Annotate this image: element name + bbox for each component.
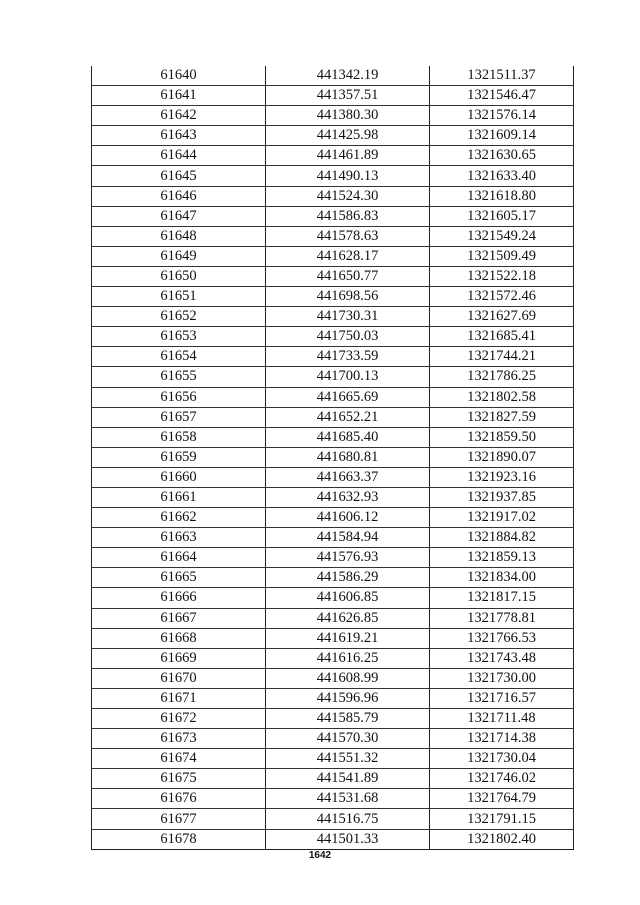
y-coordinate-cell: 1321786.25 (430, 367, 574, 387)
y-coordinate-cell: 1321937.85 (430, 487, 574, 507)
point-id-cell: 61668 (92, 628, 266, 648)
table-row (92, 367, 574, 387)
x-coordinate-cell: 441616.25 (266, 648, 430, 668)
x-coordinate-cell: 441665.69 (266, 387, 430, 407)
point-id-cell: 61675 (92, 769, 266, 789)
y-coordinate-cell: 1321730.04 (430, 749, 574, 769)
y-coordinate-cell: 1321827.59 (430, 407, 574, 427)
y-coordinate-cell: 1321630.65 (430, 146, 574, 166)
y-coordinate-cell: 1321576.14 (430, 106, 574, 126)
point-id-cell: 61677 (92, 809, 266, 829)
y-coordinate-cell: 1321744.21 (430, 347, 574, 367)
table-row (92, 266, 574, 286)
point-id-cell: 61662 (92, 508, 266, 528)
table-row (92, 648, 574, 668)
y-coordinate-cell: 1321633.40 (430, 166, 574, 186)
point-id-cell: 61657 (92, 407, 266, 427)
point-id-cell: 61656 (92, 387, 266, 407)
x-coordinate-cell: 441628.17 (266, 246, 430, 266)
x-coordinate-cell: 441524.30 (266, 186, 430, 206)
x-coordinate-cell: 441425.98 (266, 126, 430, 146)
table-row (92, 608, 574, 628)
table-row (92, 146, 574, 166)
x-coordinate-cell: 441606.85 (266, 588, 430, 608)
point-id-cell: 61653 (92, 327, 266, 347)
y-coordinate-cell: 1321716.57 (430, 688, 574, 708)
y-coordinate-cell: 1321766.53 (430, 628, 574, 648)
x-coordinate-cell: 441698.56 (266, 287, 430, 307)
x-coordinate-cell: 441632.93 (266, 487, 430, 507)
x-coordinate-cell: 441652.21 (266, 407, 430, 427)
table-row (92, 327, 574, 347)
y-coordinate-cell: 1321546.47 (430, 86, 574, 106)
x-coordinate-cell: 441663.37 (266, 467, 430, 487)
point-id-cell: 61650 (92, 266, 266, 286)
x-coordinate-cell: 441501.33 (266, 829, 430, 849)
y-coordinate-cell: 1321711.48 (430, 709, 574, 729)
point-id-cell: 61673 (92, 729, 266, 749)
point-id-cell: 61678 (92, 829, 266, 849)
point-id-cell: 61640 (92, 66, 266, 86)
point-id-cell: 61646 (92, 186, 266, 206)
table-row (92, 789, 574, 809)
x-coordinate-cell: 441680.81 (266, 447, 430, 467)
point-id-cell: 61674 (92, 749, 266, 769)
x-coordinate-cell: 441531.68 (266, 789, 430, 809)
x-coordinate-cell: 441516.75 (266, 809, 430, 829)
point-id-cell: 61649 (92, 246, 266, 266)
table-row (92, 206, 574, 226)
table-row (92, 809, 574, 829)
y-coordinate-cell: 1321549.24 (430, 226, 574, 246)
x-coordinate-cell: 441578.63 (266, 226, 430, 246)
coordinates-table-body (92, 66, 574, 849)
table-row (92, 307, 574, 327)
coordinates-table (91, 66, 574, 850)
point-id-cell: 61652 (92, 307, 266, 327)
table-row (92, 467, 574, 487)
x-coordinate-cell: 441730.31 (266, 307, 430, 327)
y-coordinate-cell: 1321511.37 (430, 66, 574, 86)
point-id-cell: 61667 (92, 608, 266, 628)
point-id-cell: 61663 (92, 528, 266, 548)
x-coordinate-cell: 441619.21 (266, 628, 430, 648)
table-row (92, 829, 574, 849)
y-coordinate-cell: 1321791.15 (430, 809, 574, 829)
table-row (92, 688, 574, 708)
point-id-cell: 61648 (92, 226, 266, 246)
point-id-cell: 61641 (92, 86, 266, 106)
point-id-cell: 61671 (92, 688, 266, 708)
table-row (92, 709, 574, 729)
page-number: 1642 (308, 850, 332, 861)
point-id-cell: 61669 (92, 648, 266, 668)
y-coordinate-cell: 1321522.18 (430, 266, 574, 286)
point-id-cell: 61664 (92, 548, 266, 568)
table-row (92, 347, 574, 367)
table-row (92, 86, 574, 106)
x-coordinate-cell: 441700.13 (266, 367, 430, 387)
y-coordinate-cell: 1321746.02 (430, 769, 574, 789)
table-row (92, 528, 574, 548)
point-id-cell: 61672 (92, 709, 266, 729)
x-coordinate-cell: 441586.29 (266, 568, 430, 588)
point-id-cell: 61643 (92, 126, 266, 146)
y-coordinate-cell: 1321778.81 (430, 608, 574, 628)
table-row (92, 407, 574, 427)
table-row (92, 66, 574, 86)
point-id-cell: 61651 (92, 287, 266, 307)
point-id-cell: 61647 (92, 206, 266, 226)
point-id-cell: 61659 (92, 447, 266, 467)
y-coordinate-cell: 1321917.02 (430, 508, 574, 528)
y-coordinate-cell: 1321859.50 (430, 427, 574, 447)
point-id-cell: 61655 (92, 367, 266, 387)
table-row (92, 729, 574, 749)
point-id-cell: 61644 (92, 146, 266, 166)
table-row (92, 548, 574, 568)
y-coordinate-cell: 1321509.49 (430, 246, 574, 266)
x-coordinate-cell: 441490.13 (266, 166, 430, 186)
x-coordinate-cell: 441551.32 (266, 749, 430, 769)
y-coordinate-cell: 1321834.00 (430, 568, 574, 588)
y-coordinate-cell: 1321627.69 (430, 307, 574, 327)
x-coordinate-cell: 441608.99 (266, 668, 430, 688)
y-coordinate-cell: 1321714.38 (430, 729, 574, 749)
x-coordinate-cell: 441357.51 (266, 86, 430, 106)
y-coordinate-cell: 1321605.17 (430, 206, 574, 226)
x-coordinate-cell: 441461.89 (266, 146, 430, 166)
x-coordinate-cell: 441685.40 (266, 427, 430, 447)
y-coordinate-cell: 1321572.46 (430, 287, 574, 307)
x-coordinate-cell: 441585.79 (266, 709, 430, 729)
point-id-cell: 61661 (92, 487, 266, 507)
point-id-cell: 61665 (92, 568, 266, 588)
point-id-cell: 61666 (92, 588, 266, 608)
y-coordinate-cell: 1321609.14 (430, 126, 574, 146)
point-id-cell: 61645 (92, 166, 266, 186)
x-coordinate-cell: 441570.30 (266, 729, 430, 749)
y-coordinate-cell: 1321802.40 (430, 829, 574, 849)
table-row (92, 628, 574, 648)
table-row (92, 387, 574, 407)
point-id-cell: 61642 (92, 106, 266, 126)
x-coordinate-cell: 441733.59 (266, 347, 430, 367)
table-row (92, 487, 574, 507)
y-coordinate-cell: 1321730.00 (430, 668, 574, 688)
table-row (92, 447, 574, 467)
y-coordinate-cell: 1321884.82 (430, 528, 574, 548)
y-coordinate-cell: 1321859.13 (430, 548, 574, 568)
point-id-cell: 61670 (92, 668, 266, 688)
table-row (92, 226, 574, 246)
x-coordinate-cell: 441750.03 (266, 327, 430, 347)
table-row (92, 166, 574, 186)
table-row (92, 769, 574, 789)
y-coordinate-cell: 1321890.07 (430, 447, 574, 467)
table-row (92, 508, 574, 528)
x-coordinate-cell: 441584.94 (266, 528, 430, 548)
table-row (92, 186, 574, 206)
x-coordinate-cell: 441576.93 (266, 548, 430, 568)
y-coordinate-cell: 1321764.79 (430, 789, 574, 809)
table-row (92, 668, 574, 688)
table-row (92, 568, 574, 588)
x-coordinate-cell: 441626.85 (266, 608, 430, 628)
table-row (92, 126, 574, 146)
y-coordinate-cell: 1321923.16 (430, 467, 574, 487)
y-coordinate-cell: 1321618.80 (430, 186, 574, 206)
table-row (92, 246, 574, 266)
x-coordinate-cell: 441586.83 (266, 206, 430, 226)
x-coordinate-cell: 441380.30 (266, 106, 430, 126)
x-coordinate-cell: 441596.96 (266, 688, 430, 708)
table-row (92, 588, 574, 608)
y-coordinate-cell: 1321685.41 (430, 327, 574, 347)
point-id-cell: 61676 (92, 789, 266, 809)
x-coordinate-cell: 441342.19 (266, 66, 430, 86)
x-coordinate-cell: 441541.89 (266, 769, 430, 789)
y-coordinate-cell: 1321743.48 (430, 648, 574, 668)
y-coordinate-cell: 1321817.15 (430, 588, 574, 608)
y-coordinate-cell: 1321802.58 (430, 387, 574, 407)
point-id-cell: 61660 (92, 467, 266, 487)
point-id-cell: 61658 (92, 427, 266, 447)
point-id-cell: 61654 (92, 347, 266, 367)
table-row (92, 287, 574, 307)
table-row (92, 749, 574, 769)
coordinates-table-container (91, 66, 573, 850)
table-row (92, 106, 574, 126)
x-coordinate-cell: 441606.12 (266, 508, 430, 528)
x-coordinate-cell: 441650.77 (266, 266, 430, 286)
table-row (92, 427, 574, 447)
